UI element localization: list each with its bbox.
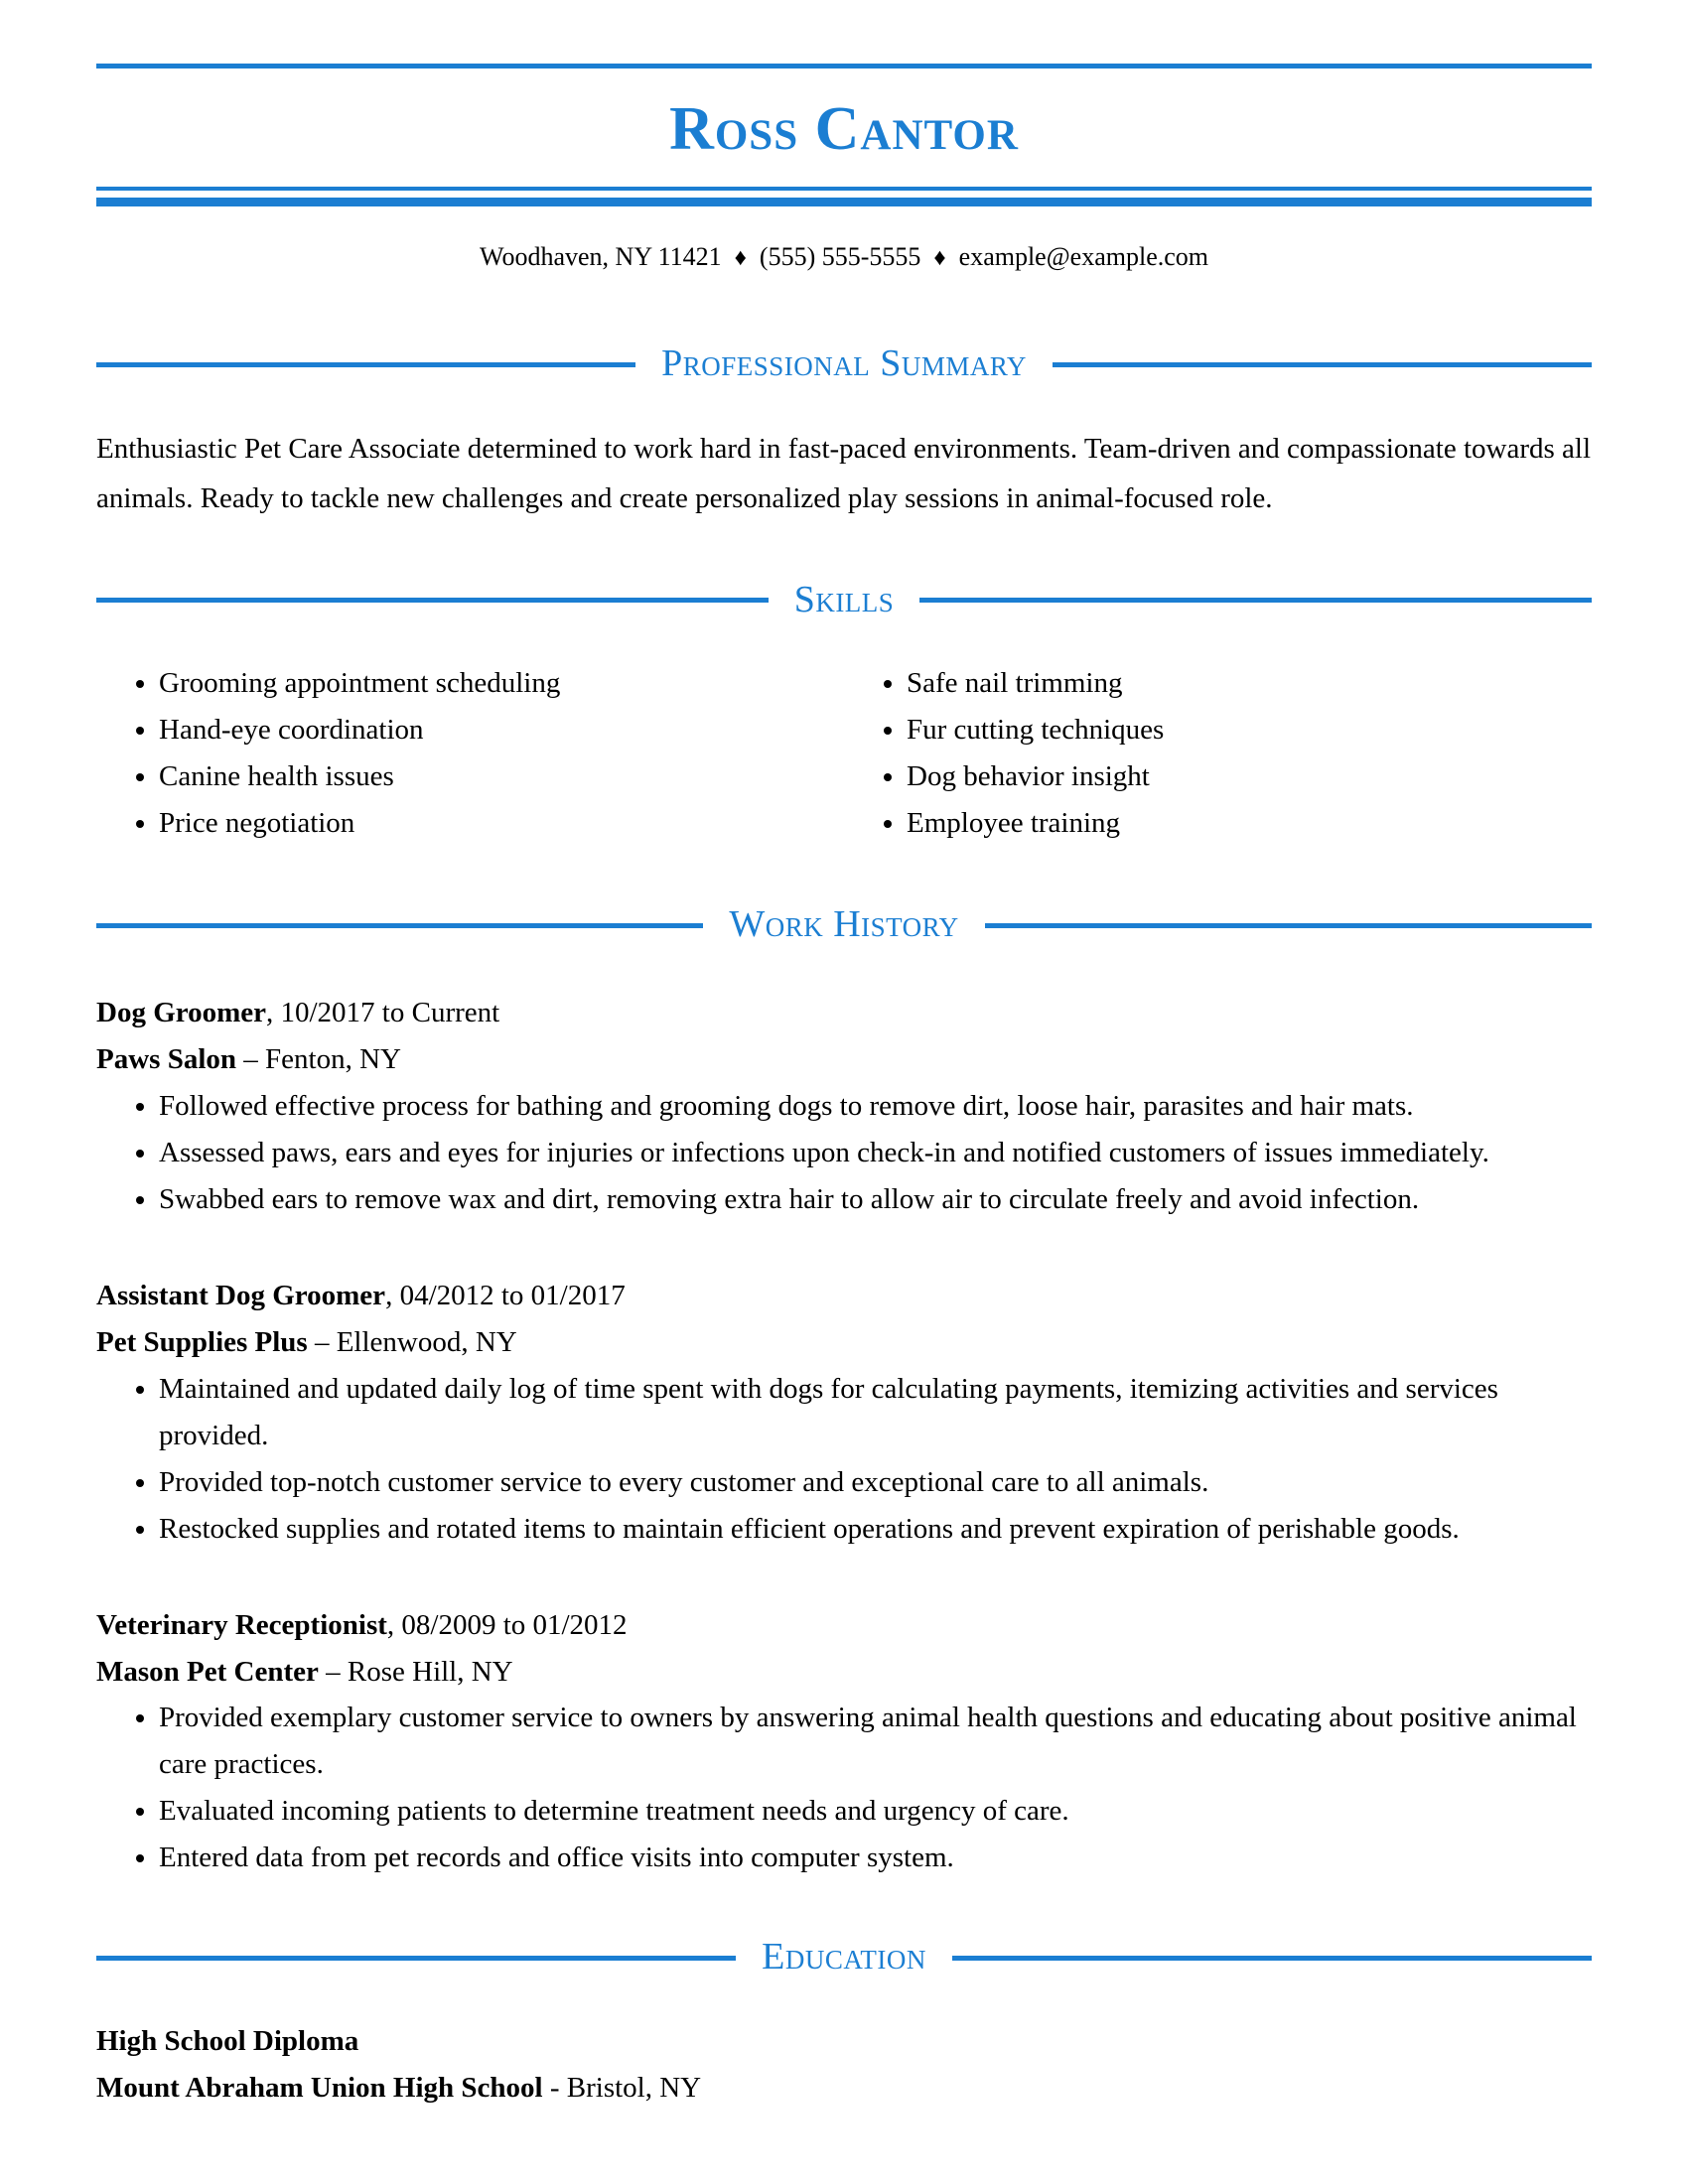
job-company: Mason Pet Center — [96, 1655, 319, 1688]
heading-rule-left — [96, 598, 769, 603]
education-school-line — [96, 2065, 1592, 2112]
skills-list-1 — [96, 660, 844, 847]
header-double-rule — [96, 187, 1592, 206]
contact-line — [96, 240, 1592, 274]
education-entry — [96, 2018, 1592, 2112]
education-school-separator: - — [542, 2071, 567, 2104]
job-title-line — [96, 1273, 1592, 1319]
skills-columns — [96, 660, 1592, 847]
job-company-line — [96, 1036, 1592, 1083]
skills-list-2 — [844, 660, 1592, 847]
job-entry — [96, 990, 1592, 1223]
skills-section-header — [96, 578, 1592, 623]
summary-heading: Professional Summary — [661, 342, 1027, 385]
summary-section-header — [96, 341, 1592, 387]
skill-item: • Fur cutting techniques — [907, 707, 1592, 753]
education-location: Bristol, NY — [566, 2071, 702, 2104]
heading-rule-right — [1053, 362, 1592, 367]
job-bullet-item: • Swabbed ears to remove wax and dirt, removing extra hair to allow air to circulate freely and avoid infection. — [159, 1176, 1592, 1223]
skills-heading: Skills — [793, 578, 895, 620]
skill-item: • Employee training — [907, 800, 1592, 847]
skill-item: • Price negotiation — [159, 800, 844, 847]
double-rule-thin — [96, 187, 1592, 191]
heading-rule-left — [96, 362, 635, 367]
heading-rule-left — [96, 1956, 736, 1961]
contact-phone: (555) 555-5555 — [759, 242, 921, 272]
work-section-header — [96, 902, 1592, 948]
job-bullet-item: • Evaluated incoming patients to determine treatment needs and urgency of care. — [159, 1788, 1592, 1835]
job-bullet-item: • Restocked supplies and rotated items to maintain efficient operations and prevent expiration of perishable goods. — [159, 1506, 1592, 1553]
job-company-separator: – — [318, 1655, 348, 1688]
job-title-separator: , — [386, 1608, 402, 1641]
job-bullet-list — [96, 1083, 1592, 1223]
job-location: Rose Hill, NY — [347, 1655, 513, 1688]
job-title: Assistant Dog Groomer — [96, 1279, 386, 1311]
job-company-separator: – — [307, 1325, 337, 1358]
education-heading: Education — [762, 1936, 926, 1979]
section-professional-summary — [96, 341, 1592, 523]
job-title: Veterinary Receptionist — [96, 1608, 387, 1641]
heading-rule-right — [919, 598, 1592, 603]
job-bullet-item: • Assessed paws, ears and eyes for injuries or infections upon check-in and notified customers of issues immediately. — [159, 1130, 1592, 1176]
job-entry — [96, 1273, 1592, 1553]
skill-item: • Dog behavior insight — [907, 753, 1592, 800]
job-dates: 04/2012 to 01/2017 — [399, 1279, 626, 1311]
diamond-separator-icon: ♦ — [933, 245, 946, 272]
education-degree: High School Diploma — [96, 2024, 359, 2057]
job-title-line — [96, 990, 1592, 1036]
heading-rule-right — [985, 923, 1592, 928]
skill-item: • Hand-eye coordination — [159, 707, 844, 753]
education-school: Mount Abraham Union High School — [96, 2071, 543, 2104]
job-entry — [96, 1602, 1592, 1882]
job-bullet-item: • Followed effective process for bathing and grooming dogs to remove dirt, loose hair, parasites and hair mats. — [159, 1083, 1592, 1130]
job-company: Paws Salon — [96, 1042, 237, 1075]
job-company-separator: – — [236, 1042, 266, 1075]
job-bullet-list — [96, 1366, 1592, 1553]
candidate-name: Ross Cantor — [669, 95, 1019, 163]
skills-column-2 — [844, 660, 1592, 847]
job-title: Dog Groomer — [96, 996, 266, 1028]
job-title-line — [96, 1602, 1592, 1649]
job-bullet-item: • Provided top-notch customer service to every customer and exceptional care to all animals. — [159, 1459, 1592, 1506]
job-location: Fenton, NY — [265, 1042, 401, 1075]
section-work-history — [96, 902, 1592, 1881]
job-dates: 08/2009 to 01/2012 — [401, 1608, 628, 1641]
heading-rule-right — [952, 1956, 1592, 1961]
job-bullet-item: • Maintained and updated daily log of time spent with dogs for calculating payments, itemizing activities and services provided. — [159, 1366, 1592, 1459]
job-bullet-list — [96, 1695, 1592, 1881]
section-skills — [96, 578, 1592, 847]
job-title-separator: , — [266, 996, 281, 1028]
summary-text: Enthusiastic Pet Care Associate determined to work hard in fast-paced environments. Team-driven and compassionate towards all animals. Ready to tackle new challenges and create personalized play sessions in animal-focused role. — [96, 433, 1591, 514]
job-dates: 10/2017 to Current — [280, 996, 500, 1028]
skill-item: • Safe nail trimming — [907, 660, 1592, 707]
diamond-separator-icon: ♦ — [734, 245, 747, 272]
work-history-heading: Work History — [729, 903, 959, 946]
top-rule — [96, 64, 1592, 68]
skill-item: • Grooming appointment scheduling — [159, 660, 844, 707]
job-bullet-item: • Provided exemplary customer service to owners by answering animal health questions and educating about positive animal care practices. — [159, 1695, 1592, 1788]
skill-item: • Canine health issues — [159, 753, 844, 800]
contact-email: example@example.com — [958, 242, 1208, 272]
contact-location: Woodhaven, NY 11421 — [480, 242, 722, 272]
heading-rule-left — [96, 923, 703, 928]
section-education — [96, 1935, 1592, 2112]
job-bullet-item: • Entered data from pet records and office visits into computer system. — [159, 1835, 1592, 1881]
job-company-line — [96, 1649, 1592, 1696]
job-company-line — [96, 1319, 1592, 1366]
job-list — [96, 990, 1592, 1881]
job-location: Ellenwood, NY — [336, 1325, 517, 1358]
skills-column-1 — [96, 660, 844, 847]
job-company: Pet Supplies Plus — [96, 1325, 308, 1358]
job-title-separator: , — [385, 1279, 400, 1311]
education-section-header — [96, 1935, 1592, 1980]
double-rule-thick — [96, 198, 1592, 206]
